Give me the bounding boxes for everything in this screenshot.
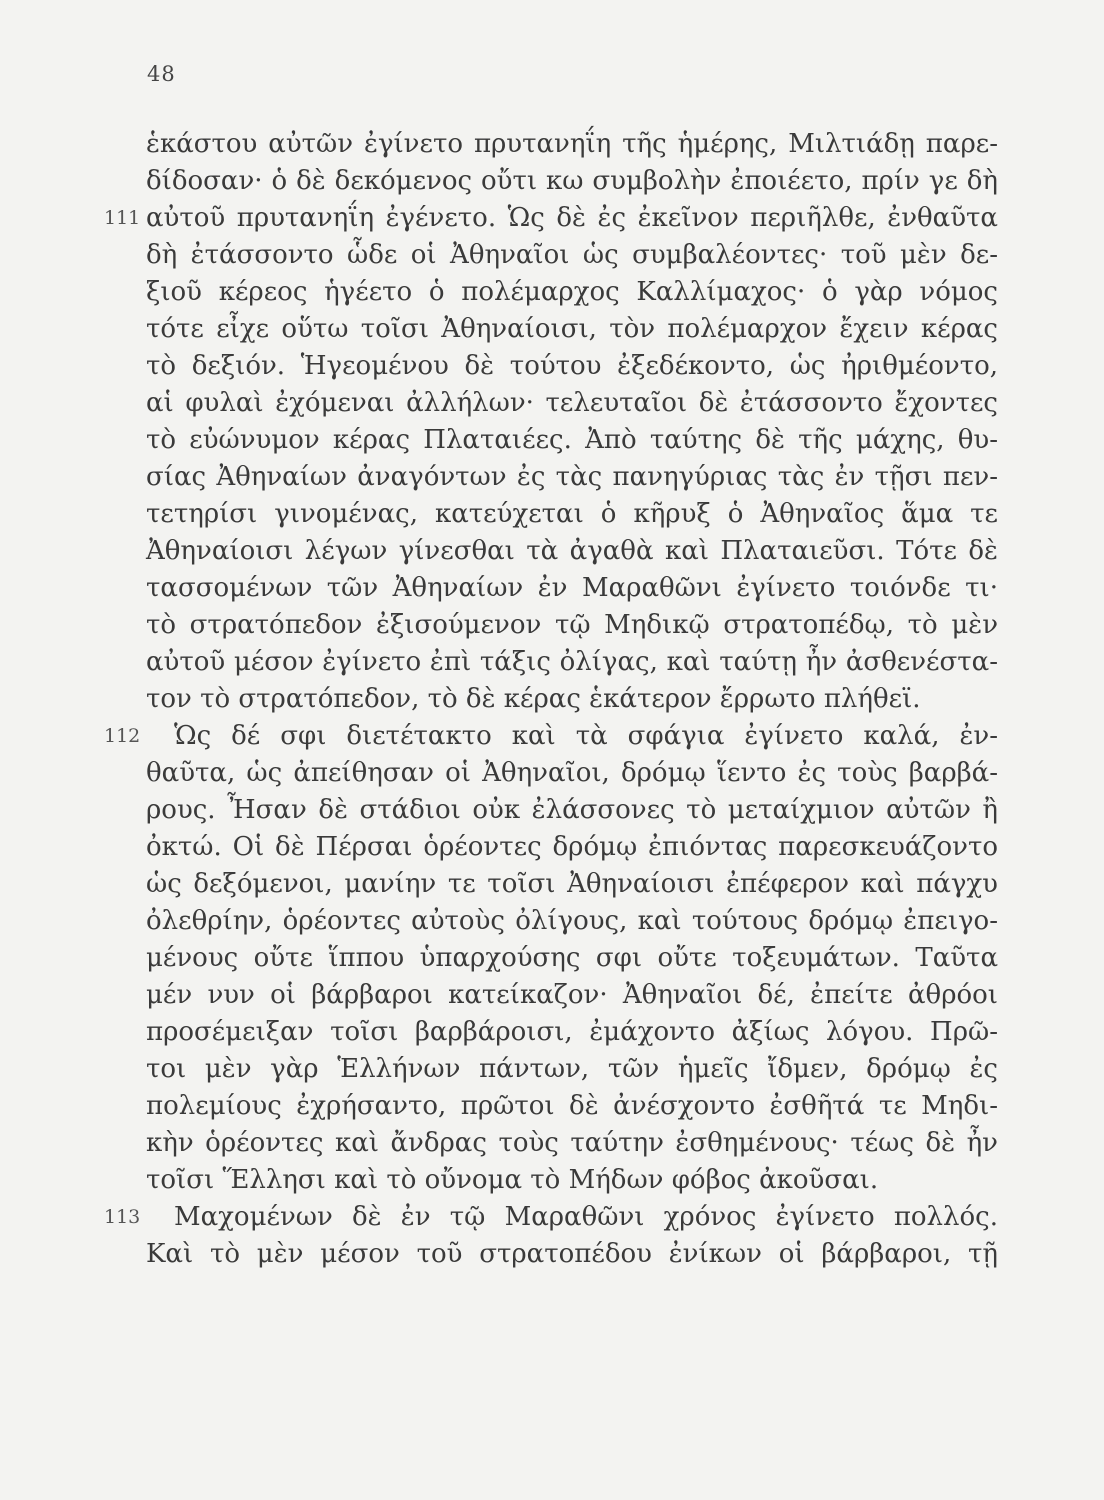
text-line: τὸ εὐώνυμον κέρας Πλαταιέες. Ἀπὸ ταύτης δὲ τῆς μάχης, θυ- [146, 425, 998, 455]
text-line: τὸ στρατόπεδον ἐξισούμενον τῷ Μηδικῷ στρατοπέδῳ, τὸ μὲν [146, 610, 998, 640]
section-number: 113 [104, 1206, 141, 1228]
text-line: αὐτοῦ μέσον ἐγίνετο ἐπὶ τάξις ὀλίγας, καὶ ταύτῃ ἦν ἀσθενέστα- [146, 647, 998, 677]
text-line: τὸ δεξιόν. Ἡγεομένου δὲ τούτου ἐξεδέκοντο, ὡς ἠριθμέοντο, [146, 351, 998, 381]
text-line: ξιοῦ κέρεος ἡγέετο ὁ πολέμαρχος Καλλίμαχος· ὁ γὰρ νόμος [146, 277, 998, 307]
body-text [104, 126, 998, 1273]
text-line: ὡς δεξόμενοι, μανίην τε τοῖσι Ἀθηναίοισι ἐπέφερον καὶ πάγχυ [146, 869, 998, 899]
text-line: τότε εἶχε οὕτω τοῖσι Ἀθηναίοισι, τὸν πολέμαρχον ἔχειν κέρας [146, 314, 998, 344]
text-line: δὴ ἐτάσσοντο ὧδε οἱ Ἀθηναῖοι ὡς συμβαλέοντες· τοῦ μὲν δε- [146, 240, 998, 270]
text-line: ρους. Ἦσαν δὲ στάδιοι οὐκ ἐλάσσονες τὸ μεταίχμιον αὐτῶν ἢ [146, 795, 998, 825]
text-line: θαῦτα, ὡς ἀπείθησαν οἱ Ἀθηναῖοι, δρόμῳ ἵεντο ἐς τοὺς βαρβά- [146, 758, 998, 788]
text-line: δίδοσαν· ὁ δὲ δεκόμενος οὔτι κω συμβολὴν ἐποιέετο, πρίν γε δὴ [146, 166, 998, 196]
text-line: κὴν ὁρέοντες καὶ ἄνδρας τοὺς ταύτην ἐσθημένους· τέως δὲ ἦν [146, 1128, 998, 1158]
text-line: τετηρίσι γινομένας, κατεύχεται ὁ κῆρυξ ὁ Ἀθηναῖος ἅμα τε [146, 499, 998, 529]
text-line: ἑκάστου αὐτῶν ἐγίνετο πρυτανηΐη τῆς ἡμέρης, Μιλτιάδῃ παρε- [146, 129, 998, 159]
text-line: ὀλεθρίην, ὁρέοντες αὐτοὺς ὀλίγους, καὶ τούτους δρόμῳ ἐπειγο- [146, 906, 998, 936]
text-line: Ἀθηναίοισι λέγων γίνεσθαι τὰ ἀγαθὰ καὶ Πλαταιεῦσι. Τότε δὲ [146, 536, 998, 566]
text-line: 111 αὐτοῦ πρυτανηΐη ἐγένετο. Ὡς δὲ ἐς ἐκεῖνον περιῆλθε, ἐνθαῦτα [146, 200, 998, 237]
section-number: 111 [104, 207, 141, 229]
page-number: 48 [147, 62, 176, 86]
text-line: πολεμίους ἐχρήσαντο, πρῶτοι δὲ ἀνέσχοντο ἐσθῆτά τε Μηδι- [146, 1091, 998, 1121]
text-line: αἱ φυλαὶ ἐχόμεναι ἀλλήλων· τελευταῖοι δὲ ἐτάσσοντο ἔχοντες [146, 388, 998, 418]
text-line: προσέμειξαν τοῖσι βαρβάροισι, ἐμάχοντο ἀξίως λόγου. Πρῶ- [146, 1017, 998, 1047]
text-line: τον τὸ στρατόπεδον, τὸ δὲ κέρας ἑκάτερον ἔρρωτο πλήθεϊ. [146, 684, 921, 714]
text-line: τοι μὲν γὰρ Ἑλλήνων πάντων, τῶν ἡμεῖς ἴδμεν, δρόμῳ ἐς [146, 1054, 998, 1084]
text-line: 113 Μαχομένων δὲ ἐν τῷ Μαραθῶνι χρόνος ἐγίνετο πολλός. [146, 1199, 998, 1236]
text-line: μέν νυν οἱ βάρβαροι κατείκαζον· Ἀθηναῖοι δέ, ἐπείτε ἀθρόοι [146, 980, 998, 1010]
text-line: τασσομένων τῶν Ἀθηναίων ἐν Μαραθῶνι ἐγίνετο τοιόνδε τι· [146, 573, 998, 603]
text-line: σίας Ἀθηναίων ἀναγόντων ἐς τὰς πανηγύριας τὰς ἐν τῇσι πεν- [146, 462, 998, 492]
text-line: Καὶ τὸ μὲν μέσον τοῦ στρατοπέδου ἐνίκων οἱ βάρβαροι, τῇ [146, 1239, 998, 1269]
text-line: ὀκτώ. Οἱ δὲ Πέρσαι ὁρέοντες δρόμῳ ἐπιόντας παρεσκευάζοντο [146, 832, 998, 862]
text-line: 112 Ὡς δέ σφι διετέτακτο καὶ τὰ σφάγια ἐγίνετο καλά, ἐν- [146, 718, 998, 755]
text-line: μένους οὔτε ἵππου ὑπαρχούσης σφι οὔτε τοξευμάτων. Ταῦτα [146, 943, 998, 973]
section-number: 112 [104, 725, 141, 747]
text-line: τοῖσι Ἕλλησι καὶ τὸ οὔνομα τὸ Μήδων φόβος ἀκοῦσαι. [146, 1165, 879, 1195]
